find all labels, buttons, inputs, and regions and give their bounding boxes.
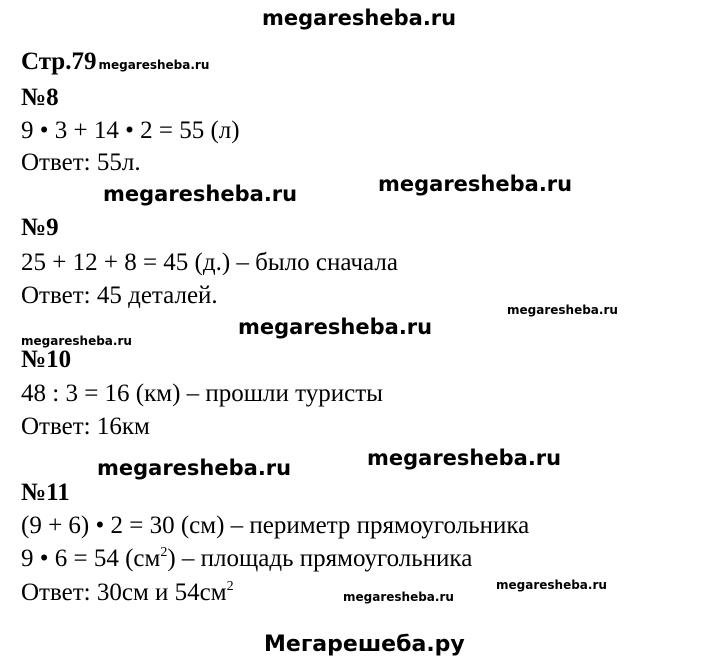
answer-exponent: 2 [226, 579, 234, 594]
problem-11-answer [21, 578, 234, 608]
watermark: megaresheba.ru [238, 315, 433, 339]
problem-8-answer: Ответ: 55л. [21, 149, 141, 176]
problem-8-number: №8 [21, 84, 59, 111]
watermark: megaresheba.ru [97, 456, 292, 480]
area-text-before: 9 • 6 = 54 (см [21, 545, 161, 572]
problem-9-solution: 25 + 12 + 8 = 45 (д.) – было сначала [21, 249, 398, 276]
watermark-inline: megaresheba.ru [98, 58, 210, 72]
watermark-small: megaresheba.ru [496, 578, 607, 592]
answer-text: Ответ: 30см и 54см [21, 579, 227, 606]
page-reference [21, 47, 209, 80]
problem-11-number: №11 [21, 479, 70, 506]
problem-10-number: №10 [21, 346, 72, 373]
footer-brand: Мегарешеба.ру [264, 632, 465, 657]
page-number: Стр.79 [21, 48, 97, 75]
watermark-top: megaresheba.ru [262, 6, 457, 30]
watermark: megaresheba.ru [367, 446, 562, 470]
watermark: megaresheba.ru [378, 172, 573, 196]
area-text-after: ) – площадь прямоугольника [167, 545, 473, 572]
watermark-small: megaresheba.ru [21, 334, 132, 348]
problem-10-answer: Ответ: 16км [21, 413, 150, 440]
area-exponent: 2 [160, 545, 168, 560]
watermark: megaresheba.ru [103, 182, 298, 206]
problem-9-answer: Ответ: 45 деталей. [21, 282, 218, 309]
problem-11-perimeter: (9 + 6) • 2 = 30 (см) – периметр прямоугольника [21, 512, 530, 539]
watermark-small: megaresheba.ru [343, 590, 454, 604]
problem-9-number: №9 [21, 214, 59, 241]
problem-8-solution: 9 • 3 + 14 • 2 = 55 (л) [21, 117, 240, 144]
problem-10-solution: 48 : 3 = 16 (км) – прошли туристы [21, 380, 383, 407]
watermark-small: megaresheba.ru [507, 303, 618, 317]
problem-11-area [21, 544, 472, 574]
